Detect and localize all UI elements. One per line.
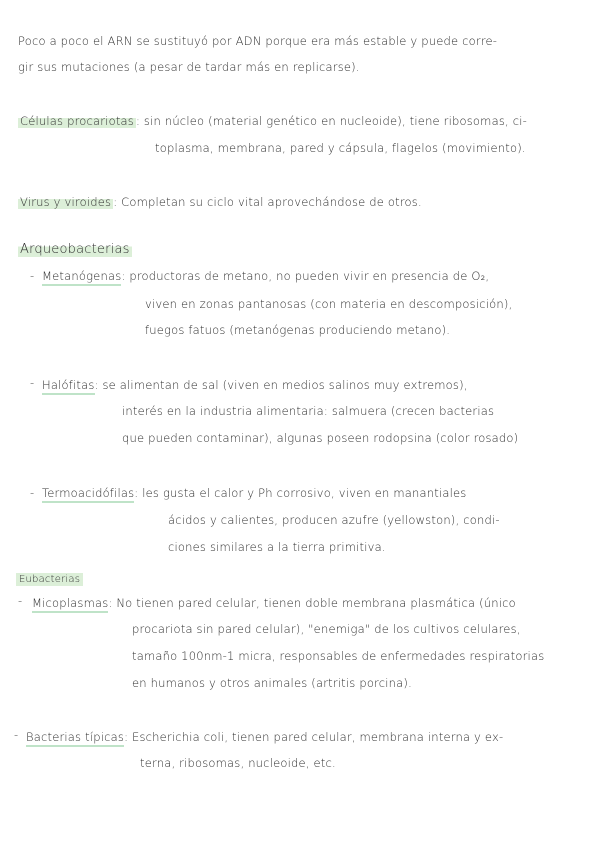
celulas-procariotas-text-1: : sin núcleo (material genético en nucleoide), tiene ribosomas, ci- <box>135 114 527 128</box>
metanogenas-text-1: : productoras de metano, no pueden vivir en presencia de O₂, <box>121 269 490 283</box>
bacterias-tipicas-term: Bacterias típicas <box>26 730 124 747</box>
micoplasmas-line-1 <box>32 596 516 610</box>
halofitas-line-2: interés en la industria alimentaria: salmuera (crecen bacterias <box>122 404 495 418</box>
metanogenas-line-3: fuegos fatuos (metanógenas produciendo metano). <box>145 323 451 337</box>
micoplasmas-text-1: : No tienen pared celular, tienen doble membrana plasmática (único <box>108 596 516 610</box>
bacterias-tipicas-text-1: : Escherichia coli, tienen pared celular, membrana interna y ex- <box>124 730 504 744</box>
celulas-procariotas-line-2: toplasma, membrana, pared y cápsula, flagelos (movimiento). <box>155 141 526 155</box>
metanogenas-dash: - <box>30 269 35 283</box>
paragraph-arn-line-2: gir sus mutaciones (a pesar de tardar más en replicarse). <box>18 60 360 74</box>
termoacidofilas-term: Termoacidófilas <box>42 486 134 503</box>
termoacidofilas-text-1: : les gusta el calor y Ph corrosivo, viven en manantiales <box>134 486 467 500</box>
halofitas-line-1 <box>42 378 468 392</box>
halofitas-line-3: que pueden contaminar), algunas poseen rodopsina (color rosado) <box>122 431 519 445</box>
virus-viroides-text: : Completan su ciclo vital aprovechándose de otros. <box>113 195 422 209</box>
halofitas-term: Halófitas <box>42 378 95 395</box>
micoplasmas-line-3: tamaño 100nm-1 micra, responsables de enfermedades respiratorias <box>132 649 545 663</box>
eubacterias-heading: Eubacterias <box>16 573 83 586</box>
micoplasmas-line-4: en humanos y otros animales (artritis porcina). <box>132 676 412 690</box>
virus-viroides-line <box>18 195 422 209</box>
paragraph-arn-line-1: Poco a poco el ARN se sustituyó por ADN porque era más estable y puede corre- <box>18 34 498 48</box>
termoacidofilas-line-2: ácidos y calientes, producen azufre (yellowston), condi- <box>168 513 500 527</box>
micoplasmas-term: Micoplasmas <box>32 596 108 613</box>
virus-viroides-term: Virus y viroides <box>20 195 112 209</box>
halofitas-text-1: : se alimentan de sal (viven en medios salinos muy extremos), <box>94 378 468 392</box>
celulas-procariotas-term: Células procariotas <box>20 114 134 128</box>
celulas-procariotas-line-1 <box>18 114 527 128</box>
bacterias-tipicas-line-1 <box>26 730 503 744</box>
bacterias-tipicas-line-2: terna, ribosomas, nucleoide, etc. <box>140 756 336 770</box>
metanogenas-line-1 <box>42 269 489 283</box>
metanogenas-line-2: viven en zonas pantanosas (con materia en descomposición), <box>145 297 513 311</box>
termoacidofilas-dash: - <box>30 486 35 500</box>
micoplasmas-dash: - <box>18 594 23 608</box>
bacterias-tipicas-dash: - <box>14 728 19 742</box>
termoacidofilas-line-3: ciones similares a la tierra primitiva. <box>168 540 386 554</box>
termoacidofilas-line-1 <box>42 486 466 500</box>
micoplasmas-line-2: procariota sin pared celular), "enemiga" de los cultivos celulares, <box>132 622 521 636</box>
arqueobacterias-heading: Arqueobacterias <box>20 242 130 257</box>
halofitas-dash: - <box>30 376 35 390</box>
metanogenas-term: Metanógenas <box>42 269 121 286</box>
